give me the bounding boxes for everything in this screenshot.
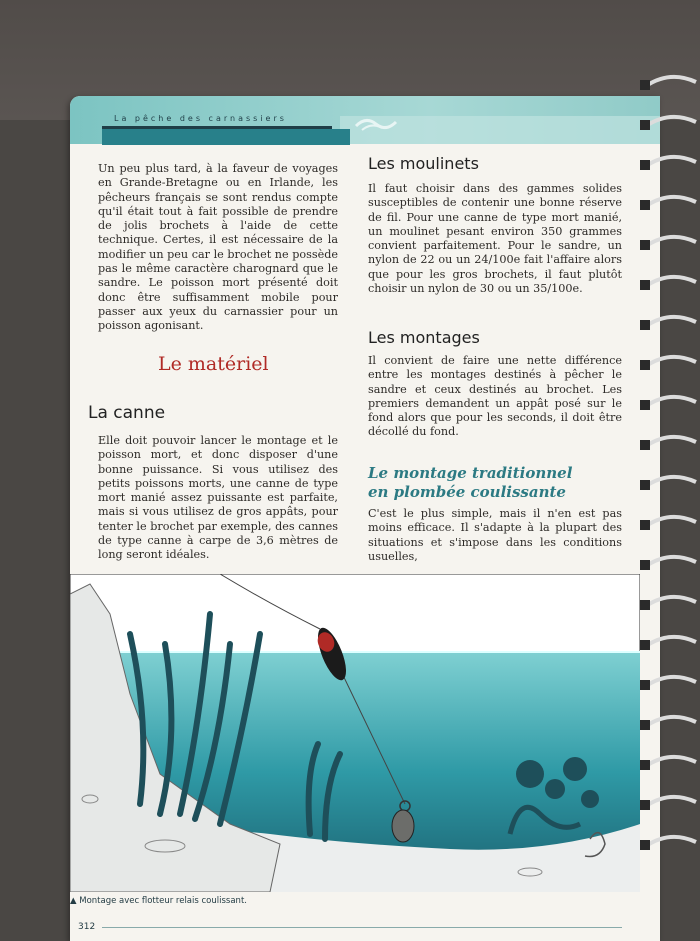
subsection-title-canne: La canne [88,403,166,423]
montages-paragraph: Il convient de faire une nette différence entre les montages destinés à pêcher le sandre et ceux destinés au brochet. Les premiers demandent un appât posé sur le fond alors que pour les seconds, il doit être décollé du fond. [368,354,622,439]
page-number: 312 [78,922,96,932]
moulinets-paragraph: Il faut choisir dans des gammes solides susceptibles de contenir une bonne réserve de fil. Pour une canne de type mort manié, un moulinet pesant environ 350 grammes convient parfaitement. Pour le sandre, un nylon de 22 ou un 24/100e fait l'affaire alors que pour les gros brochets, il faut plutôt choisir un nylon de 30 ou un 35/100e. [368,182,622,296]
section-title-materiel: Le matériel [158,353,269,375]
header-rule [102,126,332,129]
traditionnel-paragraph: C'est le plus simple, mais il n'en est pas moins efficace. Il s'adapte à la plupart des situations et s'impose dans les conditions usuelles, [368,507,622,563]
wave-ornament-icon [352,110,402,134]
header-dark-strip [102,129,350,145]
footer-rule [102,927,622,928]
figure-caption: ▲ Montage avec flotteur relais coulissant. [70,896,247,906]
fishing-rig-illustration [70,574,640,892]
spiral-binding-icon [640,60,700,933]
subsection-title-montages: Les montages [368,328,480,347]
canne-paragraph: Elle doit pouvoir lancer le montage et le poisson mort, et donc disposer d'une bonne puissance. Si vous utilisez des petits poissons morts, une canne de type mort manié assez puissante est parfaite, mais si vous utilisez de gros appâts, pour tenter le brochet par exemple, des cannes de type canne à carpe de 3,6 mètres de long seront idéales. [98,434,338,562]
book-page [70,96,660,941]
subsection-title-moulinets: Les moulinets [368,154,479,173]
running-header: La pêche des carnassiers [114,114,287,123]
intro-paragraph: Un peu plus tard, à la faveur de voyages en Grande-Bretagne ou en Irlande, les pêcheurs français se sont rendus compte qu'il était tout à fait possible de prendre de jolis brochets à l'aide de cette technique. Certes, il est nécessaire de la modifier un peu car le brochet ne possède pas le même caractère charognard que le sandre. Le poisson mort présenté doit donc être suffisamment mobile pour passer aux yeux du carnassier pour un poisson agonisant. [98,162,338,333]
subsection-title-traditionnel-2: en plombée coulissante [368,483,566,501]
subsection-title-traditionnel-1: Le montage traditionnel [368,464,573,482]
